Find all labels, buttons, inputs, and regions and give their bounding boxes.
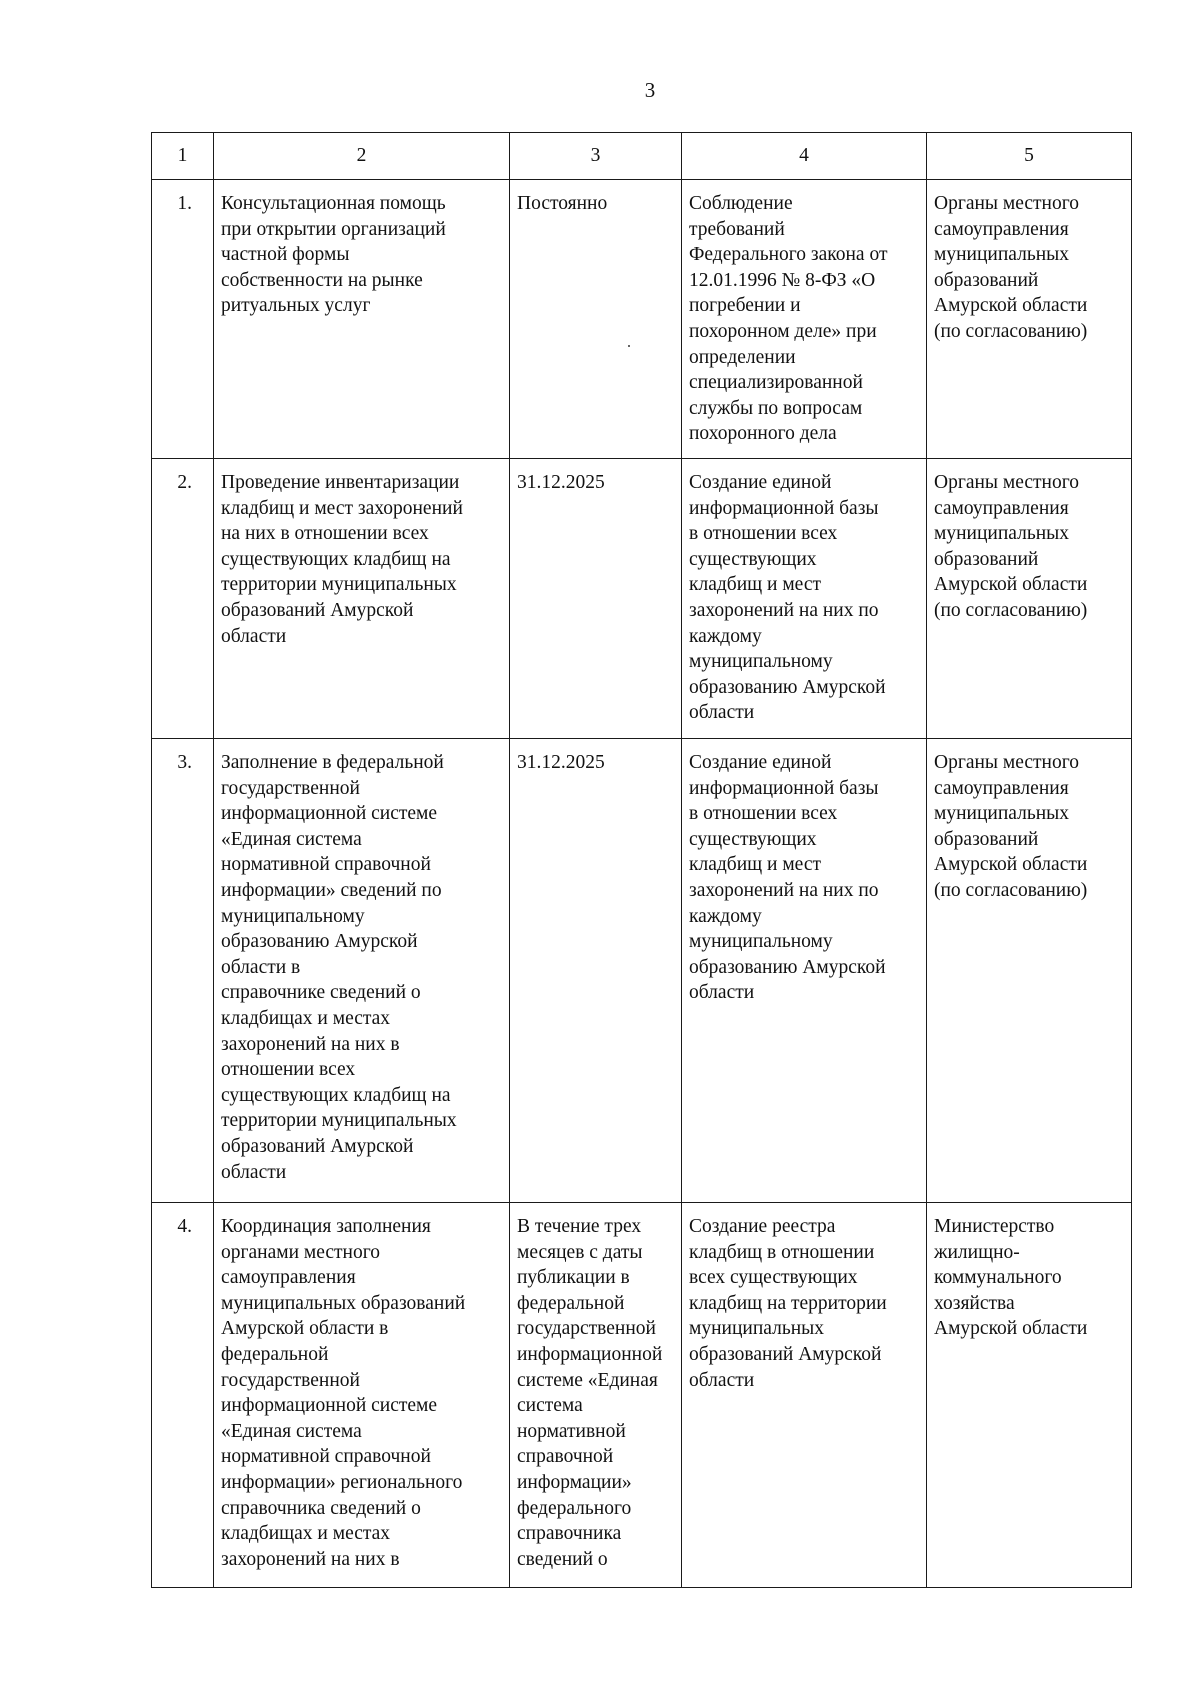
result-cell: Создание единой информационной базы в отношении всех существующих кладбищ и мест захоронений на них по каждому муниципальному образованию Амурской области bbox=[682, 459, 927, 739]
table-header-row bbox=[152, 133, 1132, 180]
responsible-cell: Органы местного самоуправления муниципальных образований Амурской области (по согласованию) bbox=[927, 739, 1132, 1203]
deadline-cell: 31.12.2025 bbox=[510, 459, 682, 739]
deadline-cell: 31.12.2025 bbox=[510, 739, 682, 1203]
column-header-4: 4 bbox=[682, 133, 927, 180]
row-number: 2. bbox=[152, 459, 214, 739]
table-row bbox=[152, 739, 1132, 1203]
measures-table bbox=[151, 132, 1132, 1588]
responsible-cell: Органы местного самоуправления муниципальных образований Амурской области (по согласованию) bbox=[927, 459, 1132, 739]
column-header-1: 1 bbox=[152, 133, 214, 180]
table-row bbox=[152, 459, 1132, 739]
row-number: 4. bbox=[152, 1203, 214, 1588]
activity-cell: Проведение инвентаризации кладбищ и мест захоронений на них в отношении всех существующих кладбищ на территории муниципальных образований Амурской области bbox=[214, 459, 510, 739]
activity-cell: Заполнение в федеральной государственной информационной системе «Единая система нормативной справочной информации» сведений по муниципальному образованию Амурской области в справочнике сведений о кладбищах и местах захоронений на них в отношении всех существующих кладбищ на территории муниципальных образований Амурской области bbox=[214, 739, 510, 1203]
column-header-3: 3 bbox=[510, 133, 682, 180]
table-row bbox=[152, 1203, 1132, 1588]
deadline-cell: В течение трех месяцев с даты публикации в федеральной государственной информационной системе «Единая система нормативной справочной информации» федерального справочника сведений о bbox=[510, 1203, 682, 1588]
result-cell: Создание единой информационной базы в отношении всех существующих кладбищ и мест захоронений на них по каждому муниципальному образованию Амурской области bbox=[682, 739, 927, 1203]
table-row bbox=[152, 180, 1132, 459]
result-cell: Создание реестра кладбищ в отношении всех существующих кладбищ на территории муниципальных образований Амурской области bbox=[682, 1203, 927, 1588]
scan-speck bbox=[628, 345, 630, 347]
responsible-cell: Министерство жилищно- коммунального хозяйства Амурской области bbox=[927, 1203, 1132, 1588]
row-number: 1. bbox=[152, 180, 214, 459]
activity-cell: Консультационная помощь при открытии организаций частной формы собственности на рынке ритуальных услуг bbox=[214, 180, 510, 459]
column-header-5: 5 bbox=[927, 133, 1132, 180]
responsible-cell: Органы местного самоуправления муниципальных образований Амурской области (по согласованию) bbox=[927, 180, 1132, 459]
row-number: 3. bbox=[152, 739, 214, 1203]
result-cell: Соблюдение требований Федерального закона от 12.01.1996 № 8-ФЗ «О погребении и похоронном деле» при определении специализированной службы по вопросам похоронного дела bbox=[682, 180, 927, 459]
deadline-cell: Постоянно bbox=[510, 180, 682, 459]
page-number: 3 bbox=[644, 78, 656, 102]
column-header-2: 2 bbox=[214, 133, 510, 180]
activity-cell: Координация заполнения органами местного самоуправления муниципальных образований Амурской области в федеральной государственной информационной системе «Единая система нормативной справочной информации» регионального справочника сведений о кладбищах и местах захоронений на них в bbox=[214, 1203, 510, 1588]
